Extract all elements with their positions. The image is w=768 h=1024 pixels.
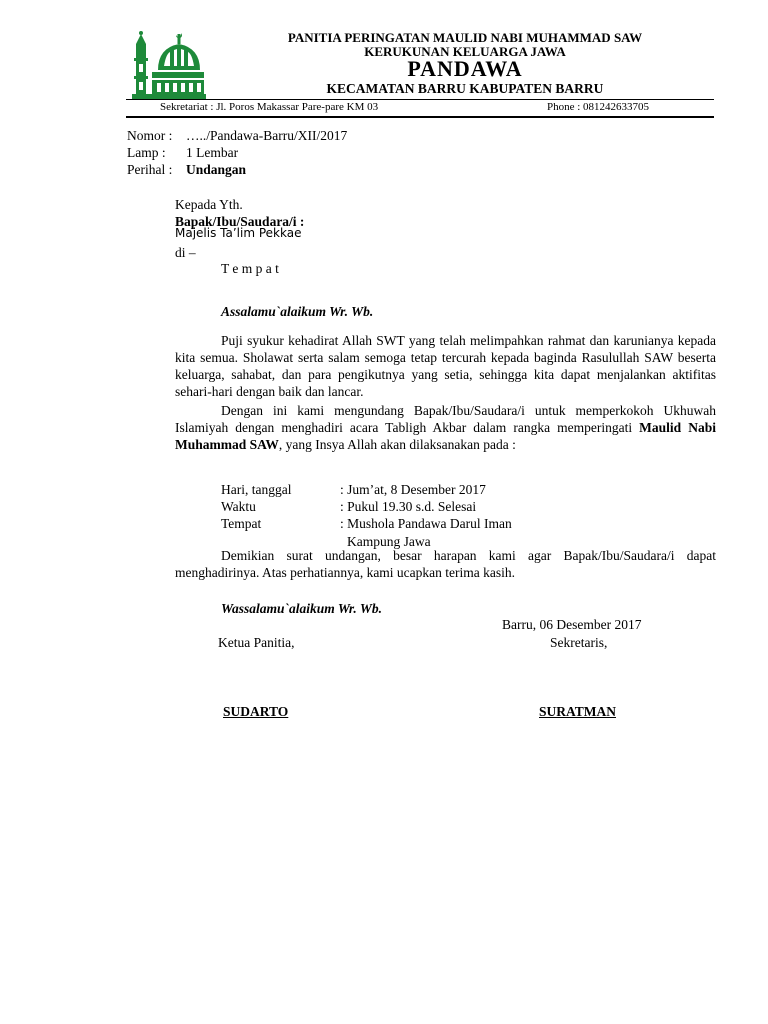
opening-greeting: Assalamu`alaikum Wr. Wb.: [221, 304, 374, 319]
chairman-title: Ketua Panitia,: [218, 635, 295, 650]
lamp-label: Lamp :: [127, 145, 166, 160]
secretariat-address: Sekretariat : Jl. Poros Makassar Pare-pare KM 03: [160, 101, 379, 113]
recipient-name: Majelis Ta’lim Pekkae: [175, 226, 302, 240]
secretary-title: Sekretaris,: [550, 635, 608, 650]
perihal-label: Perihal :: [127, 162, 173, 177]
district-line: KECAMATAN BARRU KABUPATEN BARRU: [326, 81, 604, 96]
recipient-title: Bapak/Ibu/Saudara/i :: [175, 214, 305, 229]
tempat-label: Tempat: [221, 516, 262, 531]
organization-subtitle: KERUKUNAN KELUARGA JAWA: [364, 44, 566, 59]
paragraph-closing: Demikian surat undangan, besar harapan kami agar Bapak/Ibu/Saudara/i dapat menghadirinya. Atas perhatiannya, kami ucapkan terima kasih.: [175, 548, 716, 580]
hari-label: Hari, tanggal: [221, 482, 292, 497]
mosque-icon: [130, 30, 206, 102]
closing-greeting: Wassalamu`alaikum Wr. Wb.: [221, 601, 383, 616]
addressee-intro: Kepada Yth.: [175, 197, 243, 212]
waktu-label: Waktu: [221, 499, 256, 514]
nomor-value: …../Pandawa-Barru/XII/2017: [186, 128, 348, 143]
invitation-text-end: , yang Insya Allah akan dilaksanakan pada :: [278, 437, 516, 452]
tempat-line: T e m p a t: [221, 261, 279, 276]
invitation-text-start: Dengan ini kami mengundang Bapak/Ibu/Saudara/i untuk memperkokoh Ukhuwah Islamiyah dengan menghadiri acara Tabligh Akbar dalam rangka memperingati: [175, 403, 716, 435]
organization-name: PANDAWA: [407, 56, 523, 81]
header-rule-top: [126, 99, 714, 100]
event-name: Maulid Nabi Muhammad SAW: [175, 420, 716, 452]
perihal-value: Undangan: [186, 162, 247, 177]
committee-title: PANITIA PERINGATAN MAULID NABI MUHAMMAD SAW: [287, 30, 643, 45]
chairman-name: SUDARTO: [223, 704, 289, 719]
secretary-name: SURATMAN: [539, 704, 616, 719]
tempat-value: : Mushola Pandawa Darul Iman: [340, 516, 512, 531]
waktu-value: : Pukul 19.30 s.d. Selesai: [340, 499, 477, 514]
tempat-value-line2: Kampung Jawa: [347, 534, 431, 549]
hari-value: : Jum’at, 8 Desember 2017: [340, 482, 486, 497]
di-line: di –: [175, 245, 196, 260]
phone-number: Phone : 081242633705: [547, 101, 650, 113]
paragraph-opening: Puji syukur kehadirat Allah SWT yang telah melimpahkan rahmat dan karunianya kepada kita semua. Sholawat serta salam semoga tetap tercurah kepada baginda Rasulullah SAW beserta keluarga, sahabat, dan para pengikutnya yang setia, sehingga kita dapat menjalankan aktifitas sehari-hari dengan baik dan lancar.: [175, 333, 716, 399]
paragraph-invitation: [175, 402, 716, 453]
header-rule-bottom: [126, 116, 714, 118]
nomor-label: Nomor :: [127, 128, 173, 143]
lamp-value: 1 Lembar: [186, 145, 239, 160]
place-date: Barru, 06 Desember 2017: [502, 617, 642, 632]
